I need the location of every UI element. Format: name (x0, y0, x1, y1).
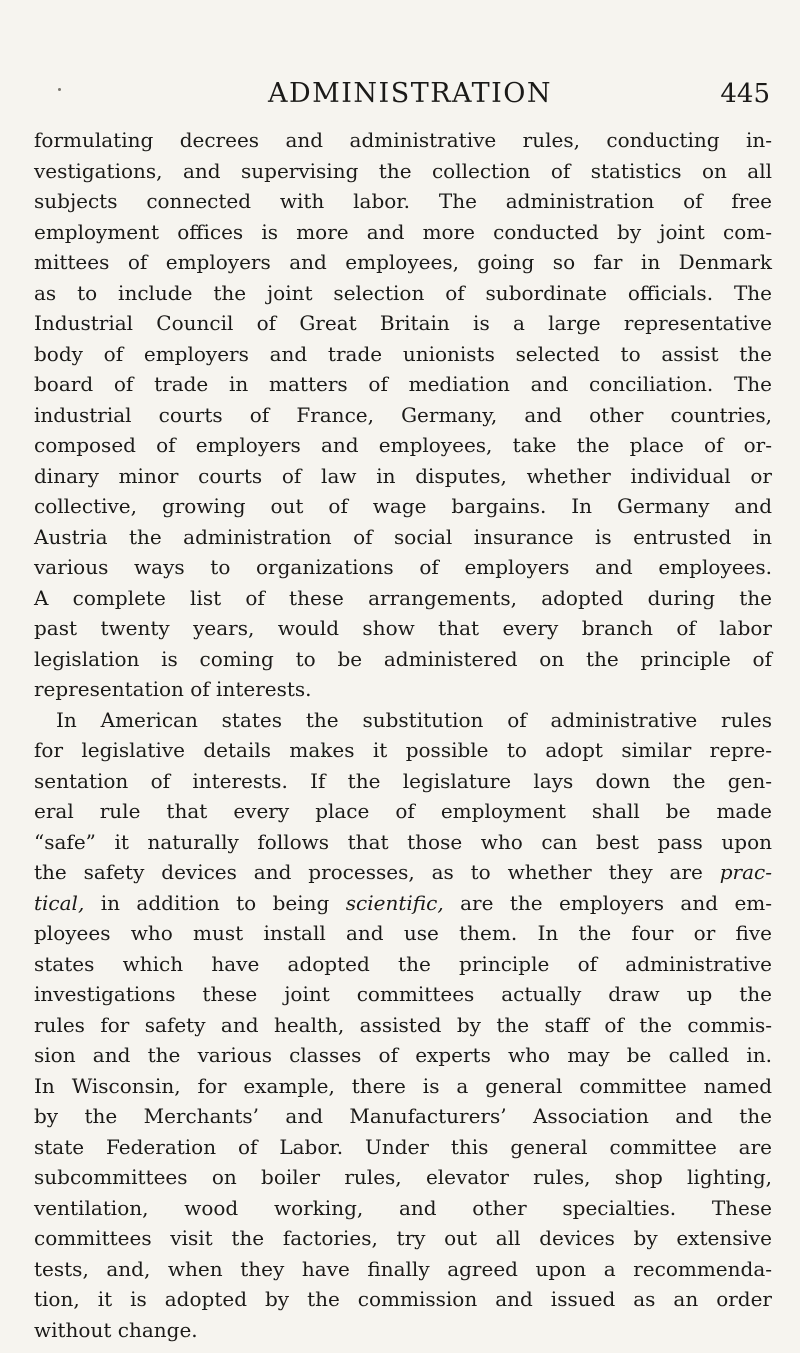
text-line: composed of employers and employees, take the place of or- (34, 433, 772, 457)
text-line: states which have adopted the principle of administrative (34, 951, 772, 976)
text-line: sentation of interests. If the legislature lays down the gen- (34, 768, 772, 793)
text-line: ployees who must install and use them. In the four or five (34, 921, 772, 945)
text-line: mittees of employers and employees, going so far in Denmark (34, 250, 772, 274)
italic-word: tical, (34, 890, 85, 915)
text-segment: in addition to being (100, 890, 330, 915)
text-line: rules for safety and health, assisted by the staff of the commis- (34, 1012, 772, 1037)
text-line: vestigations, and supervising the collection of statistics on all (34, 158, 772, 183)
page-number: 445 (720, 79, 770, 109)
text-line: eral rule that every place of employment shall be made (34, 799, 772, 823)
text-line: body of employers and trade unionists selected to assist the (34, 341, 772, 366)
text-line: employment offices is more and more conducted by joint com- (34, 219, 772, 244)
text-line: committees visit the factories, try out all devices by extensive (34, 1226, 772, 1250)
text-line: In Wisconsin, for example, there is a general committee named (34, 1073, 772, 1098)
text-segment: are the employers and em- (460, 890, 773, 915)
italic-word: scientific, (345, 890, 444, 915)
text-line: sion and the various classes of experts who may be called in. (34, 1043, 772, 1067)
running-header (50, 74, 770, 114)
paragraph-start-line: In American states the substitution of administrative rules (56, 707, 772, 732)
text-line: subjects connected with labor. The administration of free (34, 189, 772, 213)
text-line: Industrial Council of Great Britain is a large representative (34, 311, 772, 335)
text-line: for legislative details makes it possible to adopt similar repre- (34, 738, 772, 762)
text-line: ventilation, wood working, and other specialties. These (34, 1195, 772, 1220)
text-line: dinary minor courts of law in disputes, whether individual or (34, 463, 772, 488)
text-line: without change. (34, 1317, 198, 1342)
text-line: representation of interests. (34, 677, 312, 701)
text-line: A complete list of these arrangements, adopted during the (34, 585, 772, 610)
text-line: subcommittees on boiler rules, elevator rules, shop lighting, (34, 1165, 772, 1189)
body-text (34, 125, 772, 1345)
text-line (34, 888, 772, 919)
text-line: various ways to organizations of employers and employees. (34, 555, 772, 579)
text-line: legislation is coming to be administered on the principle of (34, 646, 772, 671)
text-line: collective, growing out of wage bargains. In Germany and (34, 494, 772, 518)
text-line: formulating decrees and administrative rules, conducting in- (34, 128, 772, 152)
text-segment: the safety devices and processes, as to whether they are (34, 860, 703, 884)
text-line: as to include the joint selection of subordinate officials. The (34, 280, 772, 305)
text-line: past twenty years, would show that every branch of labor (34, 616, 772, 640)
text-line: tests, and, when they have finally agreed upon a recommenda- (34, 1256, 772, 1281)
text-line: tion, it is adopted by the commission and issued as an order (34, 1287, 772, 1311)
text-line: industrial courts of France, Germany, and other countries, (34, 402, 772, 427)
text-line: Austria the administration of social insurance is entrusted in (34, 524, 772, 549)
text-line (34, 857, 772, 888)
italic-word: prac- (719, 860, 772, 884)
text-line: investigations these joint committees actually draw up the (34, 982, 772, 1006)
text-line: state Federation of Labor. Under this general committee are (34, 1134, 772, 1159)
text-line: “safe” it naturally follows that those who can best pass upon (34, 829, 772, 854)
running-head-title: ADMINISTRATION (267, 78, 553, 109)
text-line: by the Merchants’ and Manufacturers’ Association and the (34, 1104, 772, 1128)
text-line: board of trade in matters of mediation and conciliation. The (34, 372, 772, 396)
